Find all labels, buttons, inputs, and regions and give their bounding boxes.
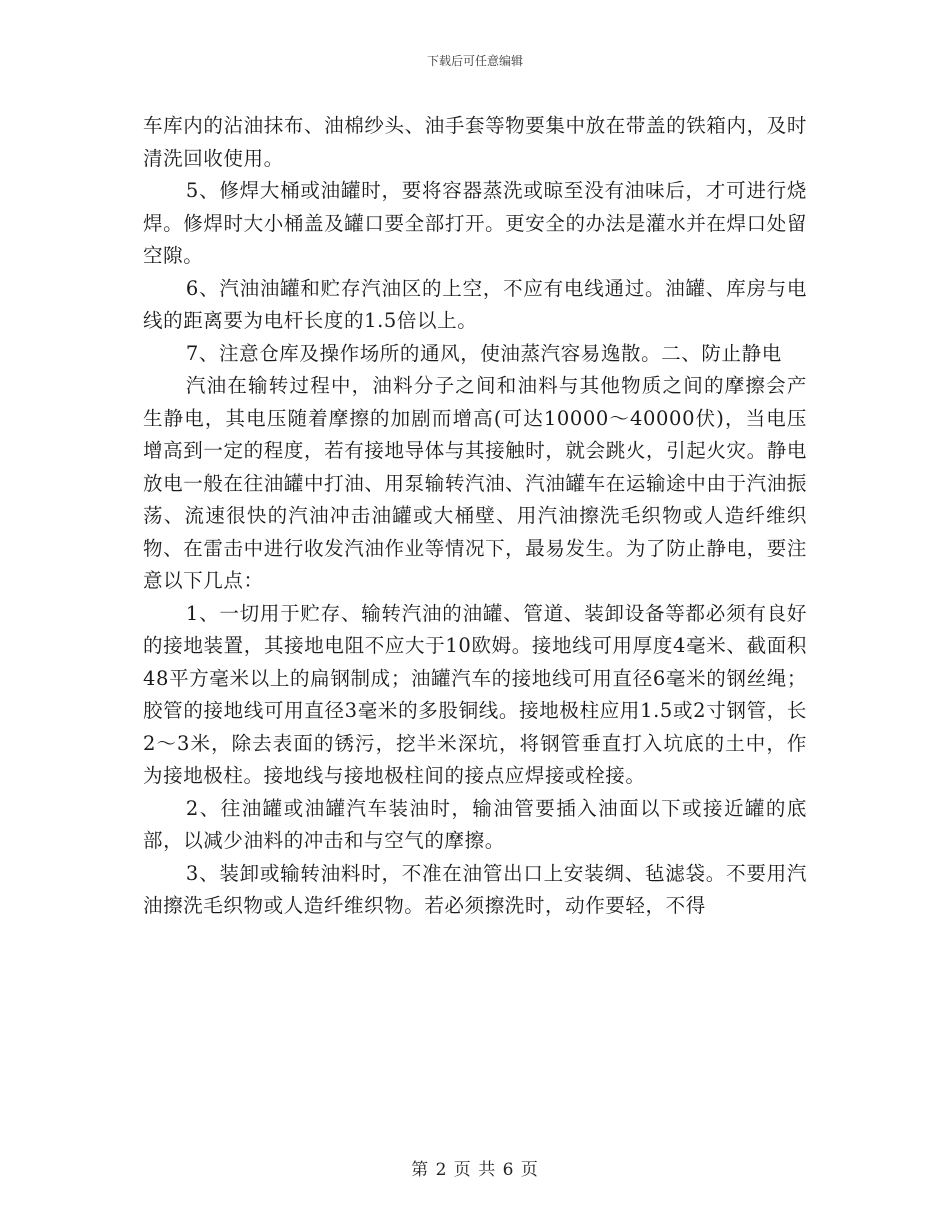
footer-label-of: 页 共: [453, 1160, 497, 1180]
footer-current-page: 2: [435, 1160, 448, 1180]
paragraph-static-item-2: 2、往油罐或油罐汽车装油时，输油管要插入油面以下或接近罐的底部，以减少油料的冲击和与空气的摩擦。: [143, 796, 807, 852]
paragraph-item-5: 5、修焊大桶或油罐时，要将容器蒸洗或晾至没有油味后，才可进行烧焊。修焊时大小桶盖及罐口要全部打开。更安全的办法是灌水并在焊口处留空隙。: [143, 179, 807, 267]
footer-total-pages: 6: [502, 1160, 515, 1180]
paragraph-static-electricity-intro: 汽油在输转过程中，油料分子之间和油料与其他物质之间的摩擦会产生静电，其电压随着摩擦的加剧而增高(可达10000～40000伏)，当电压增高到一定的程度，若有接地导体与其接触时，就会跳火，引起火灾。静电放电一般在往油罐中打油、用泵输转汽油、汽油罐车在运输途中由于汽油振荡、流速很快的汽油冲击油罐或大桶壁、用汽油擦洗毛织物或人造纤维织物、在雷击中进行收发汽油作业等情况下，最易发生。为了防止静电，要注意以下几点：: [143, 374, 807, 592]
page-footer: [0, 1155, 950, 1180]
paragraph-item-6: 6、汽油油罐和贮存汽油区的上空，不应有电线通过。油罐、库房与电线的距离要为电杆长度的1.5倍以上。: [143, 276, 807, 332]
footer-label-page: 第: [411, 1160, 430, 1180]
document-body: [143, 110, 807, 923]
footer-label-end: 页: [520, 1160, 539, 1180]
paragraph-static-item-3: 3、装卸或输转油料时，不准在油管出口上安装绸、毡滤袋。不要用汽油擦洗毛织物或人造纤维织物。若必须擦洗时，动作要轻，不得: [143, 861, 807, 917]
page-header: 下载后可任意编辑: [426, 54, 523, 68]
paragraph-continuation: 车库内的沾油抹布、油棉纱头、油手套等物要集中放在带盖的铁箱内，及时清洗回收使用。: [143, 114, 807, 170]
paragraph-static-item-1: 1、一切用于贮存、输转汽油的油罐、管道、装卸设备等都必须有良好的接地装置，其接地电阻不应大于10欧姆。接地线可用厚度4毫米、截面积48平方毫米以上的扁钢制成；油罐汽车的接地线可用直径6毫米的钢丝绳；胶管的接地线可用直径3毫米的多股铜线。接地极柱应用1.5或2寸钢管，长2～3米，除去表面的锈污，挖半米深坑，将钢管垂直打入坑底的土中，作为接地极柱。接地线与接地极柱间的接点应焊接或栓接。: [143, 601, 807, 787]
paragraph-item-7: 7、注意仓库及操作场所的通风，使油蒸汽容易逸散。二、防止静电: [185, 341, 782, 365]
